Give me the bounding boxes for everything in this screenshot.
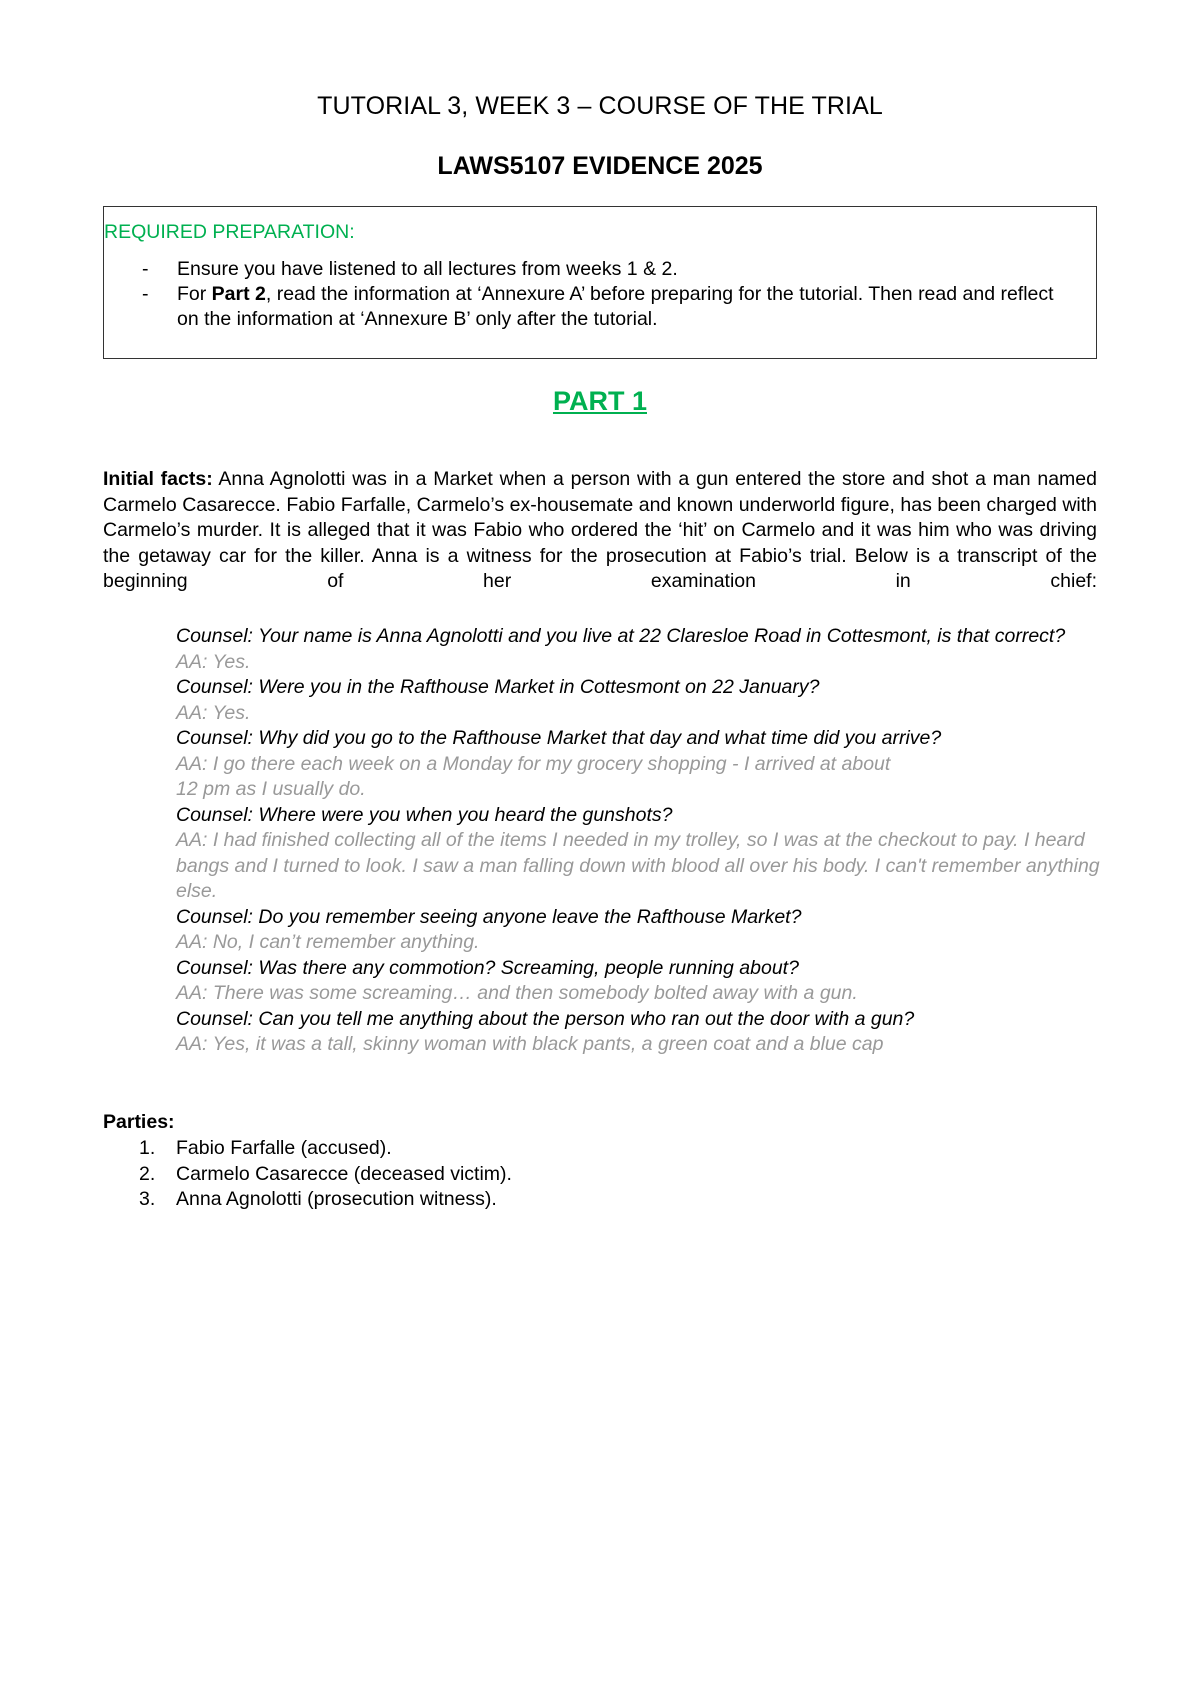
initial-facts-text: Anna Agnolotti was in a Market when a person with a gun entered the store and shot a man named Carmelo Casarecce. Fabio Farfalle, Carmelo’s ex-housemate and known underworld figure, has been charged with Carmelo’s murder. It is alleged that it was Fabio who ordered the ‘hit’ on Carmelo and it was him who was driving the getaway car for the killer. Anna is a witness for the prosecution at Fabio’s trial. Below is a transcript of the beginning of her examination in chief: [103,468,1097,592]
counsel-question: Counsel: Your name is Anna Agnolotti and you live at 22 Claresloe Road in Cottesmont, is that correct? [176,625,1066,647]
preparation-item [104,257,1094,282]
preparation-item-text: , read the information at ‘Annexure A’ before preparing for the tutorial. Then read and reflect on the information at ‘Annexure B’ only after the tutorial. [177,283,1054,330]
counsel-question: Counsel: Do you remember seeing anyone leave the Rafthouse Market? [176,905,802,928]
preparation-item-bold: Part 2 [211,283,266,305]
witness-answer: AA: There was some screaming… and then somebody bolted away with a gun. [176,982,858,1004]
preparation-list [104,257,1094,332]
witness-answer: AA: Yes, it was a tall, skinny woman with black pants, a green coat and a blue cap [176,1033,884,1055]
witness-answer: AA: Yes. [176,701,251,724]
counsel-question: Counsel: Where were you when you heard the gunshots? [176,803,673,826]
required-preparation-box [103,206,1097,359]
counsel-question: Counsel: Was there any commotion? Screaming, people running about? [176,956,799,979]
counsel-question: Counsel: Were you in the Rafthouse Market in Cottesmont on 22 January? [176,676,820,698]
party-number: 2. [139,1162,156,1185]
document-subtitle: LAWS5107 EVIDENCE 2025 [437,152,763,180]
counsel-question: Counsel: Can you tell me anything about the person who ran out the door with a gun? [176,1007,915,1030]
party-text: Fabio Farfalle (accused). [176,1137,392,1159]
preparation-heading: REQUIRED PREPARATION: [104,221,355,243]
party-item [103,1187,512,1213]
bullet-dash: - [142,283,149,305]
party-item [103,1136,512,1162]
examination-transcript [176,624,1101,1058]
party-number: 3. [139,1188,156,1210]
witness-answer: AA: I had finished collecting all of the items I needed in my trolley, so I was at the checkout to pay. I heard bangs and I turned to look. I saw a man falling down with blood all over his body. I can't remember anything else. [176,829,1100,902]
witness-answer: 12 pm as I usually do. [176,778,366,800]
counsel-question: Counsel: Why did you go to the Rafthouse Market that day and what time did you arrive? [176,727,942,749]
witness-answer: AA: No, I can’t remember anything. [176,931,480,953]
document-title: TUTORIAL 3, WEEK 3 – COURSE OF THE TRIAL [317,92,883,120]
preparation-item [104,282,1094,332]
preparation-item-prefix: For [177,283,212,305]
initial-facts-paragraph [103,467,1097,595]
witness-answer: AA: I go there each week on a Monday for my grocery shopping - I arrived at about [176,752,891,775]
party-item [103,1162,512,1188]
bullet-dash: - [142,258,149,280]
parties-list [103,1136,512,1213]
parties-heading: Parties: [103,1111,175,1133]
part-1-heading: PART 1 [552,386,647,416]
initial-facts-label: Initial facts: [103,468,213,490]
party-number: 1. [139,1137,156,1159]
preparation-item-text: Ensure you have listened to all lectures from weeks 1 & 2. [177,258,678,280]
party-text: Carmelo Casarecce (deceased victim). [176,1162,512,1185]
witness-answer: AA: Yes. [176,650,251,673]
party-text: Anna Agnolotti (prosecution witness). [176,1188,497,1210]
